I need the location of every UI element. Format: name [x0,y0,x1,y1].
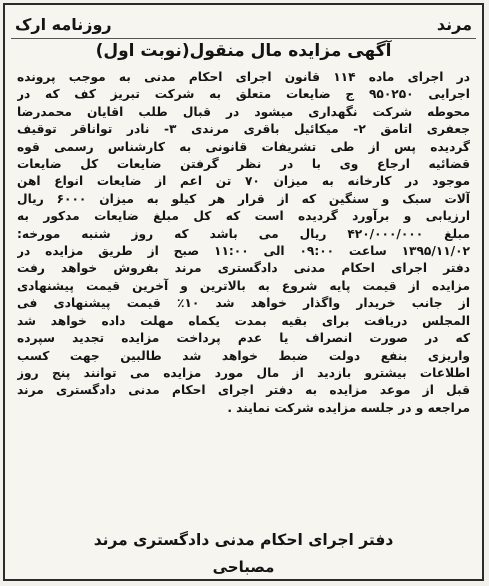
signatory-name: مصباحی [212,558,275,576]
body-line: از جانب خریدار واگذار خواهد شد ۱۰٪ قیمت پیشنهادی فی [17,296,470,311]
body-line: گردیده پس از طی تشریفات قانونی به کارشناس رسمی قوه [17,139,470,154]
body-line: ۱۳۹۵/۱۱/۰۲ ساعت ۰۹:۰۰ الی ۱۱:۰۰ صبح از طریق مزایده در [17,244,470,259]
body-line: دفتر اجرای احکام مدنی دادگستری مرند بفروش خواهد رفت [17,261,470,276]
body-line: واریزی بنفع دولت ضبط خواهد شد طالبین جهت کسب [17,348,470,363]
notice-title: آگهی مزایده مال منقول(نوبت اول) [95,41,392,61]
body-line: اجرایی ۹۵۰۲۵۰ ج ضایعات متعلق به شرکت تبریز کف که در [17,87,470,102]
body-line: ارزیابی و برآورد گردیده است که کل مبلغ ضایعات مدکور به [17,209,470,224]
body-line: المجلس دریافت برای بقیه بمدت یکماه مهلت داده خواهد شد [17,313,470,328]
body-line: آلات سبک و سنگین که از قرار هر کیلو به میزان ۶۰۰۰ ریال [17,191,470,206]
city-label: مرند [436,14,472,34]
body-line: قضائیه ارجاع وی با در نظر گرفتن ضایعات کل ضایعات [17,157,470,172]
body-line: مزایده از قیمت پایه شروع به بالاترین و آخرین قیمت پیشنهادی [17,278,470,293]
body-line: موجود در کارخانه به میزان ۷۰ تن اعم از ضایعات انواع اهن [17,174,470,189]
masthead [15,9,472,39]
advertisement-clipping [3,3,484,581]
body-line: قبل از موعد مزایده به دفتر اجرای احکام مدنی دادگستری مرند [17,383,470,398]
body-line: مراجعه و در جلسه مزایده شرکت نمایند . [227,400,470,415]
body-line: در اجرای ماده ۱۱۴ قانون اجرای احکام مدنی به موجب پرونده [17,70,470,84]
issuing-office: دفتر اجرای احکام مدنی دادگستری مرند [93,531,394,549]
newspaper-name: روزنامه ارک [15,14,112,34]
body-line: اطلاعات بیشترو بازدید از مال مورد مزایده می توانند پنج روز [17,365,470,380]
notice-body [17,69,470,417]
body-line: محوطه شرکت نگهداری میشود در قبال طلب اقایان محمدرضا [17,104,470,119]
header-divider [11,38,476,39]
body-line: مبلغ ۴۲۰/۰۰۰/۰۰۰ ریال می باشد که روز شنبه مورخه: [17,226,470,241]
body-line: که در صورت انصراف یا عدم پرداخت مزایده تجدید سپرده [17,331,470,346]
body-line: جعفری اتامق ۲- میکائیل باقری مرندی ۳- نادر تواناقر توقیف [17,122,470,137]
